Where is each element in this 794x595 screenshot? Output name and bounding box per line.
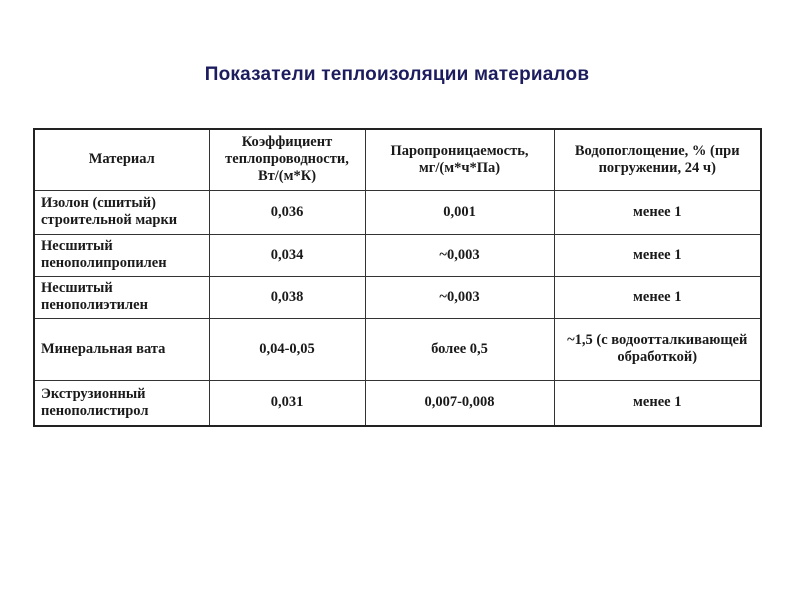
cell-conductivity: 0,038 <box>209 276 365 318</box>
header-permeability: Паропроницаемость, мг/(м*ч*Па) <box>365 129 554 190</box>
header-absorption: Водопоглощение, % (при погружении, 24 ч) <box>554 129 761 190</box>
cell-conductivity: 0,036 <box>209 190 365 234</box>
cell-conductivity: 0,031 <box>209 380 365 426</box>
cell-conductivity: 0,04-0,05 <box>209 318 365 380</box>
cell-permeability: 0,001 <box>365 190 554 234</box>
cell-conductivity: 0,034 <box>209 234 365 276</box>
table-row <box>34 234 761 276</box>
table-row <box>34 190 761 234</box>
cell-absorption: ~1,5 (с водоотталкивающей обработкой) <box>554 318 761 380</box>
cell-material: Несшитый пенополиэтилен <box>34 276 209 318</box>
insulation-table <box>33 128 762 427</box>
header-material: Материал <box>34 129 209 190</box>
cell-permeability: более 0,5 <box>365 318 554 380</box>
cell-material: Несшитый пенополипропилен <box>34 234 209 276</box>
cell-material: Изолон (сшитый) строительной марки <box>34 190 209 234</box>
table-row <box>34 276 761 318</box>
table-header-row <box>34 129 761 190</box>
cell-absorption: менее 1 <box>554 234 761 276</box>
table-row <box>34 380 761 426</box>
cell-permeability: ~0,003 <box>365 276 554 318</box>
table-row <box>34 318 761 380</box>
cell-material: Экструзионный пенополистирол <box>34 380 209 426</box>
cell-permeability: ~0,003 <box>365 234 554 276</box>
cell-absorption: менее 1 <box>554 190 761 234</box>
cell-absorption: менее 1 <box>554 380 761 426</box>
page-title: Показатели теплоизоляции материалов <box>204 64 590 85</box>
cell-absorption: менее 1 <box>554 276 761 318</box>
header-conductivity: Коэффициент теплопроводности, Вт/(м*К) <box>209 129 365 190</box>
cell-permeability: 0,007-0,008 <box>365 380 554 426</box>
cell-material: Минеральная вата <box>34 318 209 380</box>
